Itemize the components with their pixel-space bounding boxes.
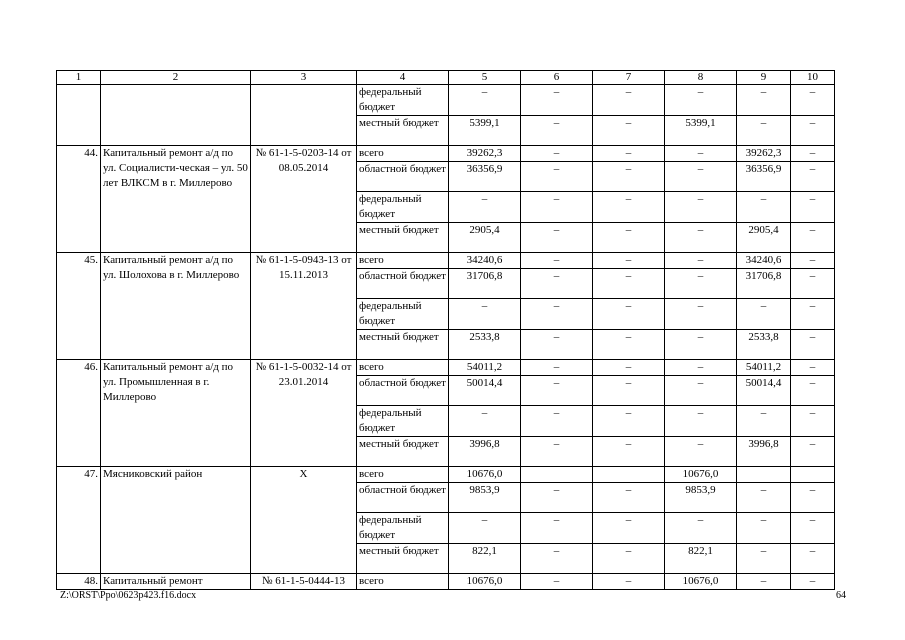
funding-source-cell: федеральный бюджет	[357, 85, 449, 116]
footer-page-number: 64	[836, 590, 846, 601]
value-cell-c8: –	[665, 437, 737, 467]
value-cell-c9: 3996,8	[737, 437, 791, 467]
value-cell-c7: –	[593, 330, 665, 360]
funding-source-cell: федеральный бюджет	[357, 192, 449, 223]
value-cell-c6	[521, 467, 593, 483]
value-cell-c9: –	[737, 116, 791, 146]
value-cell-c5: 2905,4	[449, 223, 521, 253]
col-header-6: 6	[521, 71, 593, 85]
funding-source-cell: областной бюджет	[357, 376, 449, 406]
value-cell-c9: –	[737, 574, 791, 590]
value-cell-c6: –	[521, 269, 593, 299]
object-name-cell: Капитальный ремонт а/д по ул. Социалисти-ческая – ул. 50 лет ВЛКСМ в г. Миллерово	[101, 146, 251, 253]
funding-source-cell: местный бюджет	[357, 544, 449, 574]
expertise-ref-cell: № 61-1-5-0032-14 от 23.01.2014	[251, 360, 357, 467]
col-header-9: 9	[737, 71, 791, 85]
funding-source-cell: областной бюджет	[357, 269, 449, 299]
value-cell-c6: –	[521, 513, 593, 544]
value-cell-c5: 31706,8	[449, 269, 521, 299]
expertise-ref-cell: № 61-1-5-0943-13 от 15.11.2013	[251, 253, 357, 360]
object-name-cell	[101, 85, 251, 146]
funding-source-cell: федеральный бюджет	[357, 406, 449, 437]
object-name-cell: Капитальный ремонт	[101, 574, 251, 590]
row-number-cell: 44.	[57, 146, 101, 253]
value-cell-c7: –	[593, 360, 665, 376]
value-cell-c5: 34240,6	[449, 253, 521, 269]
value-cell-c7	[593, 467, 665, 483]
value-cell-c6: –	[521, 146, 593, 162]
value-cell-c8: –	[665, 192, 737, 223]
value-cell-c6: –	[521, 299, 593, 330]
value-cell-c8: –	[665, 513, 737, 544]
budget-table	[56, 70, 835, 590]
value-cell-c8: –	[665, 376, 737, 406]
col-header-8: 8	[665, 71, 737, 85]
value-cell-c6: –	[521, 85, 593, 116]
funding-source-cell: областной бюджет	[357, 483, 449, 513]
col-header-10: 10	[791, 71, 835, 85]
value-cell-c8: –	[665, 299, 737, 330]
value-cell-c5: –	[449, 406, 521, 437]
value-cell-c9: –	[737, 513, 791, 544]
value-cell-c8: –	[665, 146, 737, 162]
value-cell-c5: 50014,4	[449, 376, 521, 406]
value-cell-c7: –	[593, 544, 665, 574]
value-cell-c10: –	[791, 544, 835, 574]
table-header-row	[57, 71, 835, 85]
value-cell-c9: 39262,3	[737, 146, 791, 162]
value-cell-c5: –	[449, 513, 521, 544]
value-cell-c8: –	[665, 406, 737, 437]
value-cell-c8: –	[665, 330, 737, 360]
value-cell-c5: 9853,9	[449, 483, 521, 513]
value-cell-c9: 2533,8	[737, 330, 791, 360]
footer-file-path: Z:\ORST\Ppo\0623p423.f16.docx	[60, 590, 197, 601]
value-cell-c7: –	[593, 437, 665, 467]
value-cell-c10: –	[791, 85, 835, 116]
table-row	[57, 253, 835, 269]
value-cell-c6: –	[521, 360, 593, 376]
value-cell-c10: –	[791, 406, 835, 437]
funding-source-cell: местный бюджет	[357, 437, 449, 467]
value-cell-c10: –	[791, 146, 835, 162]
value-cell-c8: 10676,0	[665, 574, 737, 590]
value-cell-c5: 36356,9	[449, 162, 521, 192]
col-header-3: 3	[251, 71, 357, 85]
value-cell-c8: –	[665, 85, 737, 116]
table-row	[57, 146, 835, 162]
value-cell-c7: –	[593, 269, 665, 299]
expertise-ref-cell: № 61-1-5-0203-14 от 08.05.2014	[251, 146, 357, 253]
value-cell-c9: –	[737, 192, 791, 223]
value-cell-c8: 9853,9	[665, 483, 737, 513]
value-cell-c7: –	[593, 299, 665, 330]
value-cell-c9: –	[737, 483, 791, 513]
value-cell-c7: –	[593, 406, 665, 437]
value-cell-c8: 10676,0	[665, 467, 737, 483]
value-cell-c7: –	[593, 376, 665, 406]
value-cell-c6: –	[521, 406, 593, 437]
value-cell-c8: –	[665, 253, 737, 269]
table-row	[57, 574, 835, 590]
value-cell-c8: 5399,1	[665, 116, 737, 146]
value-cell-c10: –	[791, 269, 835, 299]
row-number-cell: 45.	[57, 253, 101, 360]
col-header-4: 4	[357, 71, 449, 85]
value-cell-c10: –	[791, 330, 835, 360]
value-cell-c10: –	[791, 192, 835, 223]
value-cell-c8: –	[665, 269, 737, 299]
col-header-7: 7	[593, 71, 665, 85]
funding-source-cell: местный бюджет	[357, 223, 449, 253]
expertise-ref-cell	[251, 85, 357, 146]
funding-source-cell: всего	[357, 360, 449, 376]
value-cell-c10: –	[791, 513, 835, 544]
funding-source-cell: федеральный бюджет	[357, 513, 449, 544]
value-cell-c8: –	[665, 223, 737, 253]
value-cell-c6: –	[521, 574, 593, 590]
value-cell-c9: 34240,6	[737, 253, 791, 269]
value-cell-c5: –	[449, 85, 521, 116]
value-cell-c6: –	[521, 376, 593, 406]
value-cell-c5: 2533,8	[449, 330, 521, 360]
value-cell-c5: 10676,0	[449, 467, 521, 483]
value-cell-c10: –	[791, 223, 835, 253]
value-cell-c8: –	[665, 360, 737, 376]
value-cell-c6: –	[521, 116, 593, 146]
value-cell-c7: –	[593, 162, 665, 192]
funding-source-cell: федеральный бюджет	[357, 299, 449, 330]
value-cell-c9: –	[737, 299, 791, 330]
value-cell-c10	[791, 467, 835, 483]
value-cell-c7: –	[593, 85, 665, 116]
value-cell-c10: –	[791, 437, 835, 467]
value-cell-c7: –	[593, 513, 665, 544]
value-cell-c6: –	[521, 253, 593, 269]
funding-source-cell: областной бюджет	[357, 162, 449, 192]
value-cell-c7: –	[593, 223, 665, 253]
value-cell-c5: 39262,3	[449, 146, 521, 162]
value-cell-c10: –	[791, 483, 835, 513]
funding-source-cell: всего	[357, 467, 449, 483]
value-cell-c7: –	[593, 574, 665, 590]
expertise-ref-cell: № 61-1-5-0444-13	[251, 574, 357, 590]
row-number-cell: 47.	[57, 467, 101, 574]
value-cell-c5: 3996,8	[449, 437, 521, 467]
value-cell-c5: 5399,1	[449, 116, 521, 146]
value-cell-c10: –	[791, 574, 835, 590]
value-cell-c10: –	[791, 376, 835, 406]
col-header-1: 1	[57, 71, 101, 85]
value-cell-c5: 10676,0	[449, 574, 521, 590]
value-cell-c6: –	[521, 437, 593, 467]
value-cell-c9: 36356,9	[737, 162, 791, 192]
value-cell-c7: –	[593, 116, 665, 146]
value-cell-c9: 31706,8	[737, 269, 791, 299]
value-cell-c6: –	[521, 162, 593, 192]
funding-source-cell: местный бюджет	[357, 330, 449, 360]
value-cell-c5: –	[449, 299, 521, 330]
value-cell-c9: 54011,2	[737, 360, 791, 376]
funding-source-cell: местный бюджет	[357, 116, 449, 146]
row-number-cell: 48.	[57, 574, 101, 590]
object-name-cell: Капитальный ремонт а/д по ул. Шолохова в г. Миллерово	[101, 253, 251, 360]
row-number-cell: 46.	[57, 360, 101, 467]
value-cell-c7: –	[593, 483, 665, 513]
value-cell-c8: 822,1	[665, 544, 737, 574]
table-row	[57, 85, 835, 116]
value-cell-c10: –	[791, 162, 835, 192]
value-cell-c6: –	[521, 192, 593, 223]
value-cell-c10: –	[791, 253, 835, 269]
col-header-2: 2	[101, 71, 251, 85]
table-row	[57, 467, 835, 483]
value-cell-c7: –	[593, 146, 665, 162]
value-cell-c10: –	[791, 299, 835, 330]
value-cell-c6: –	[521, 544, 593, 574]
value-cell-c9: –	[737, 406, 791, 437]
row-number-cell	[57, 85, 101, 146]
value-cell-c9	[737, 467, 791, 483]
value-cell-c10: –	[791, 116, 835, 146]
col-header-5: 5	[449, 71, 521, 85]
value-cell-c6: –	[521, 483, 593, 513]
expertise-ref-cell: Х	[251, 467, 357, 574]
value-cell-c9: –	[737, 544, 791, 574]
funding-source-cell: всего	[357, 146, 449, 162]
value-cell-c6: –	[521, 223, 593, 253]
value-cell-c10: –	[791, 360, 835, 376]
value-cell-c7: –	[593, 192, 665, 223]
funding-source-cell: всего	[357, 574, 449, 590]
value-cell-c9: 50014,4	[737, 376, 791, 406]
table-row	[57, 360, 835, 376]
value-cell-c5: –	[449, 192, 521, 223]
object-name-cell: Мясниковский район	[101, 467, 251, 574]
value-cell-c9: 2905,4	[737, 223, 791, 253]
value-cell-c5: 822,1	[449, 544, 521, 574]
object-name-cell: Капитальный ремонт а/д по ул. Промышленная в г. Миллерово	[101, 360, 251, 467]
value-cell-c5: 54011,2	[449, 360, 521, 376]
value-cell-c6: –	[521, 330, 593, 360]
value-cell-c7: –	[593, 253, 665, 269]
funding-source-cell: всего	[357, 253, 449, 269]
value-cell-c9: –	[737, 85, 791, 116]
value-cell-c8: –	[665, 162, 737, 192]
